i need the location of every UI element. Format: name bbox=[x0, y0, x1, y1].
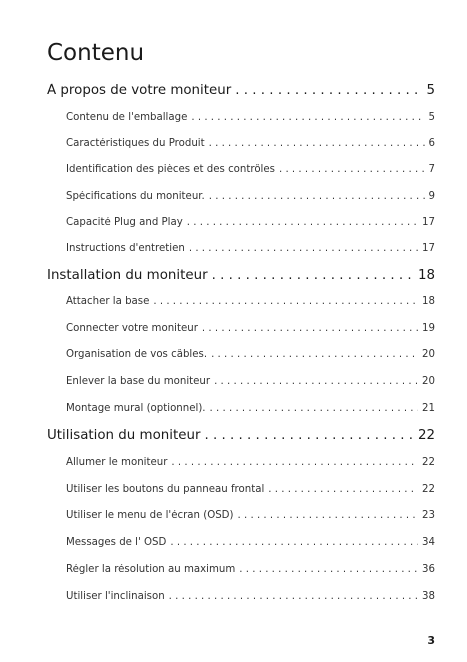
toc-entry-label: Utiliser l'inclinaison bbox=[66, 591, 165, 602]
toc-entry-page: 7 bbox=[428, 164, 435, 175]
toc-entry-enlever-base[interactable] bbox=[66, 376, 435, 387]
toc-entry-label: Contenu de l'emballage bbox=[66, 112, 188, 123]
toc-entry-label: À propos de votre moniteur bbox=[47, 83, 232, 98]
dot-leader bbox=[202, 323, 418, 334]
toc-entry-label: Utilisation du moniteur bbox=[47, 428, 201, 443]
toc-entry-menu-osd[interactable] bbox=[66, 510, 435, 521]
toc-entry-page: 5 bbox=[426, 83, 435, 98]
toc-entry-allumer[interactable] bbox=[66, 457, 435, 468]
toc-entry-montage-mural[interactable] bbox=[66, 403, 435, 414]
toc-entry-label: Utiliser le menu de l'écran (OSD) bbox=[66, 510, 234, 521]
toc-entry-page: 5 bbox=[428, 112, 435, 123]
dot-leader bbox=[211, 349, 418, 360]
toc-entry-specifications[interactable] bbox=[66, 191, 435, 202]
toc-entry-label: Connecter votre moniteur bbox=[66, 323, 198, 334]
toc-entry-page: 22 bbox=[417, 428, 435, 443]
toc-entry-page: 17 bbox=[422, 217, 435, 228]
dot-leader bbox=[268, 484, 418, 495]
toc-entry-page: 34 bbox=[422, 537, 435, 548]
toc-entry-identification[interactable] bbox=[66, 164, 435, 175]
toc-entry-label: Enlever la base du moniteur bbox=[66, 376, 211, 387]
dot-leader bbox=[191, 112, 424, 123]
toc-entry-cables[interactable] bbox=[66, 349, 435, 360]
toc-entry-messages-osd[interactable] bbox=[66, 537, 435, 548]
toc-entry-label: Capacité Plug and Play bbox=[66, 217, 183, 228]
toc-entry-inclinaison[interactable] bbox=[66, 591, 435, 602]
toc-entry-page: 20 bbox=[422, 349, 435, 360]
toc-entry-page: 20 bbox=[422, 376, 435, 387]
dot-leader bbox=[189, 243, 418, 254]
toc-entry-label: Attacher la base bbox=[66, 296, 150, 307]
dot-leader bbox=[153, 296, 418, 307]
dot-leader bbox=[235, 83, 422, 98]
dot-leader bbox=[210, 403, 419, 414]
toc-entry-a-propos[interactable] bbox=[47, 83, 435, 98]
toc-entry-label: Organisation de vos câbles. bbox=[66, 349, 208, 360]
dot-leader bbox=[171, 457, 418, 468]
toc-entry-entretien[interactable] bbox=[66, 243, 435, 254]
toc-entry-label: Allumer le moniteur bbox=[66, 457, 168, 468]
toc-entry-page: 17 bbox=[422, 243, 435, 254]
toc-entry-page: 22 bbox=[422, 457, 435, 468]
dot-leader bbox=[214, 376, 418, 387]
toc-entry-label: Utiliser les boutons du panneau frontal bbox=[66, 484, 265, 495]
toc-entry-label: Identification des pièces et des contrôles bbox=[66, 164, 275, 175]
dot-leader bbox=[238, 510, 419, 521]
toc-entry-page: 18 bbox=[417, 268, 435, 283]
toc-entry-label: Régler la résolution au maximum bbox=[66, 564, 236, 575]
dot-leader bbox=[187, 217, 418, 228]
toc-entry-label: Caractéristiques du Produit bbox=[66, 138, 205, 149]
dot-leader bbox=[239, 564, 418, 575]
toc-entry-page: 21 bbox=[422, 403, 435, 414]
toc-entry-caracteristiques[interactable] bbox=[66, 138, 435, 149]
dot-leader bbox=[212, 268, 414, 283]
toc-entry-label: Montage mural (optionnel). bbox=[66, 403, 206, 414]
toc-entry-page: 19 bbox=[422, 323, 435, 334]
dot-leader bbox=[204, 428, 413, 443]
toc-entry-plug-and-play[interactable] bbox=[66, 217, 435, 228]
toc-entry-page: 9 bbox=[428, 191, 435, 202]
toc-entry-label: Installation du moniteur bbox=[47, 268, 208, 283]
toc-entry-resolution[interactable] bbox=[66, 564, 435, 575]
toc-entry-page: 38 bbox=[422, 591, 435, 602]
toc-entry-boutons[interactable] bbox=[66, 484, 435, 495]
page-number: 3 bbox=[427, 634, 435, 647]
dot-leader bbox=[169, 591, 418, 602]
toc-entry-page: 23 bbox=[422, 510, 435, 521]
toc-entry-contenu-emballage[interactable] bbox=[66, 112, 435, 123]
dot-leader bbox=[279, 164, 425, 175]
toc-entry-installation[interactable] bbox=[47, 268, 435, 283]
toc-entry-page: 18 bbox=[422, 296, 435, 307]
toc-entry-utilisation[interactable] bbox=[47, 428, 435, 443]
toc-entry-attacher-base[interactable] bbox=[66, 296, 435, 307]
toc-entry-page: 6 bbox=[428, 138, 435, 149]
toc-entry-page: 36 bbox=[422, 564, 435, 575]
page-title: Contenu bbox=[47, 40, 145, 66]
toc-entry-connecter[interactable] bbox=[66, 323, 435, 334]
dot-leader bbox=[209, 138, 425, 149]
toc-entry-label: Messages de l' OSD bbox=[66, 537, 167, 548]
toc-entry-page: 22 bbox=[422, 484, 435, 495]
toc-entry-label: Spécifications du moniteur. bbox=[66, 191, 205, 202]
toc-entry-label: Instructions d'entretien bbox=[66, 243, 185, 254]
dot-leader bbox=[209, 191, 425, 202]
dot-leader bbox=[170, 537, 418, 548]
